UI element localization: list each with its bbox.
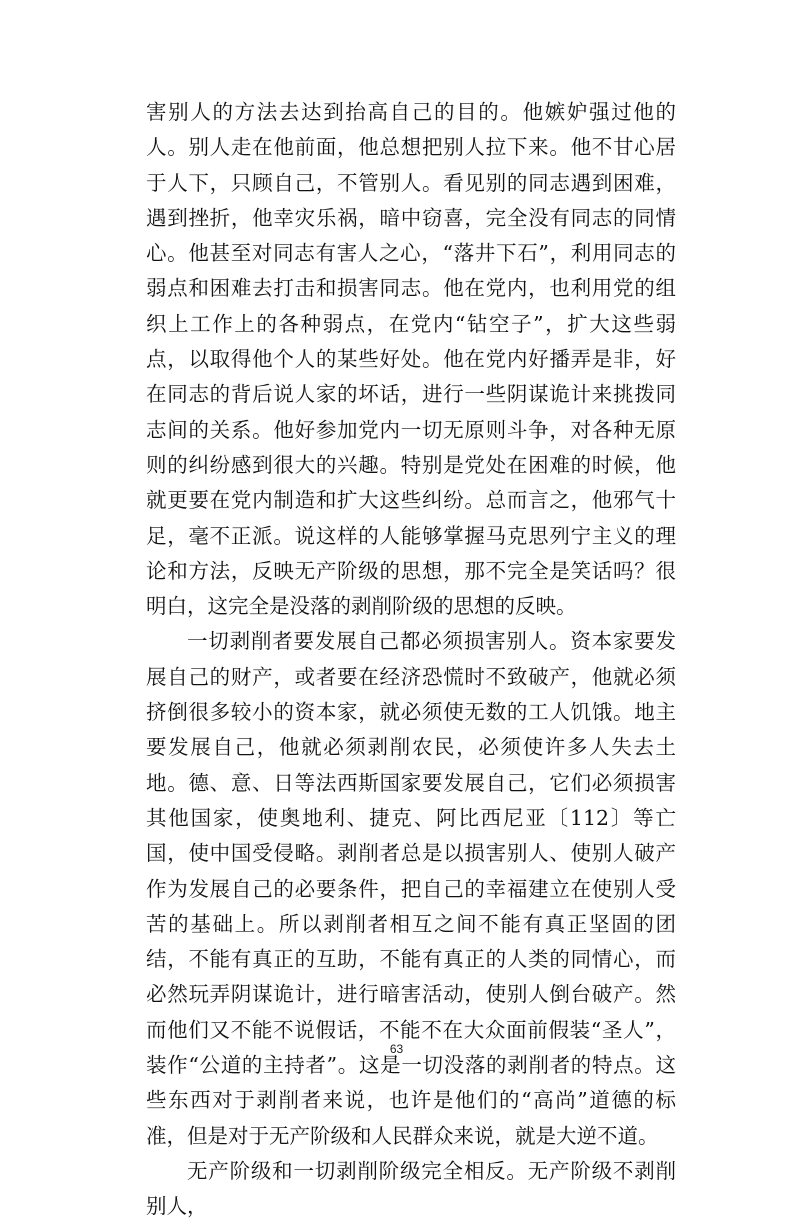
paragraph-3: 无产阶级和一切剥削阶级完全相反。无产阶级不剥削别人， (146, 1158, 676, 1219)
paragraph-1: 害别人的方法去达到抬高自己的目的。他嫉妒强过他的人。别人走在他前面，他总想把别人拉下来。他不甘心居于人下，只顾自己，不管别人。看见别的同志遇到困难，遇到挫折，他幸灾乐祸，暗中窃喜，完全没有同志的同情心。他甚至对同志有害人之心，“落井下石”，利用同志的弱点和困难去打击和损害同志。他在党内，也利用党的组织上工作上的各种弱点，在党内“钻空子”，扩大这些弱点，以取得他个人的某些好处。他在党内好播弄是非，好在同志的背后说人家的坏话，进行一些阴谋诡计来挑拨同志间的关系。他好参加党内一切无原则斗争，对各种无原则的纠纷感到很大的兴趣。特别是党处在困难的时候，他就更要在党内制造和扩大这些纠纷。总而言之，他邪气十足，毫不正派。说这样的人能够掌握马克思列宁主义的理论和方法，反映无产阶级的思想，那不完全是笑话吗？很明白，这完全是没落的剥削阶级的思想的反映。 (146, 100, 676, 619)
paragraph-2: 一切剥削者要发展自己都必须损害别人。资本家要发展自己的财产，或者要在经济恐慌时不致破产，他就必须挤倒很多较小的资本家，就必须使无数的工人饥饿。地主要发展自己，他就必须剥削农民，必须使许多人失去土地。德、意、日等法西斯国家要发展自己，它们必须损害其他国家，使奥地利、捷克、阿比西尼亚〔112〕等亡国，使中国受侵略。剥削者总是以损害别人、使别人破产作为发展自己的必要条件，把自己的幸福建立在使别人受苦的基础上。所以剥削者相互之间不能有真正坚固的团结，不能有真正的互助，不能有真正的人类的同情心，而必然玩弄阴谋诡计，进行暗害活动，使别人倒台破产。然而他们又不能不说假话，不能不在大众面前假装“圣人”，装作“公道的主持者”。这是一切没落的剥削者的特点。这些东西对于剥削者来说，也许是他们的“高尚”道德的标准，但是对于无产阶级和人民群众来说，就是大逆不道。 (146, 629, 676, 1148)
page-number: 63 (389, 1042, 404, 1056)
